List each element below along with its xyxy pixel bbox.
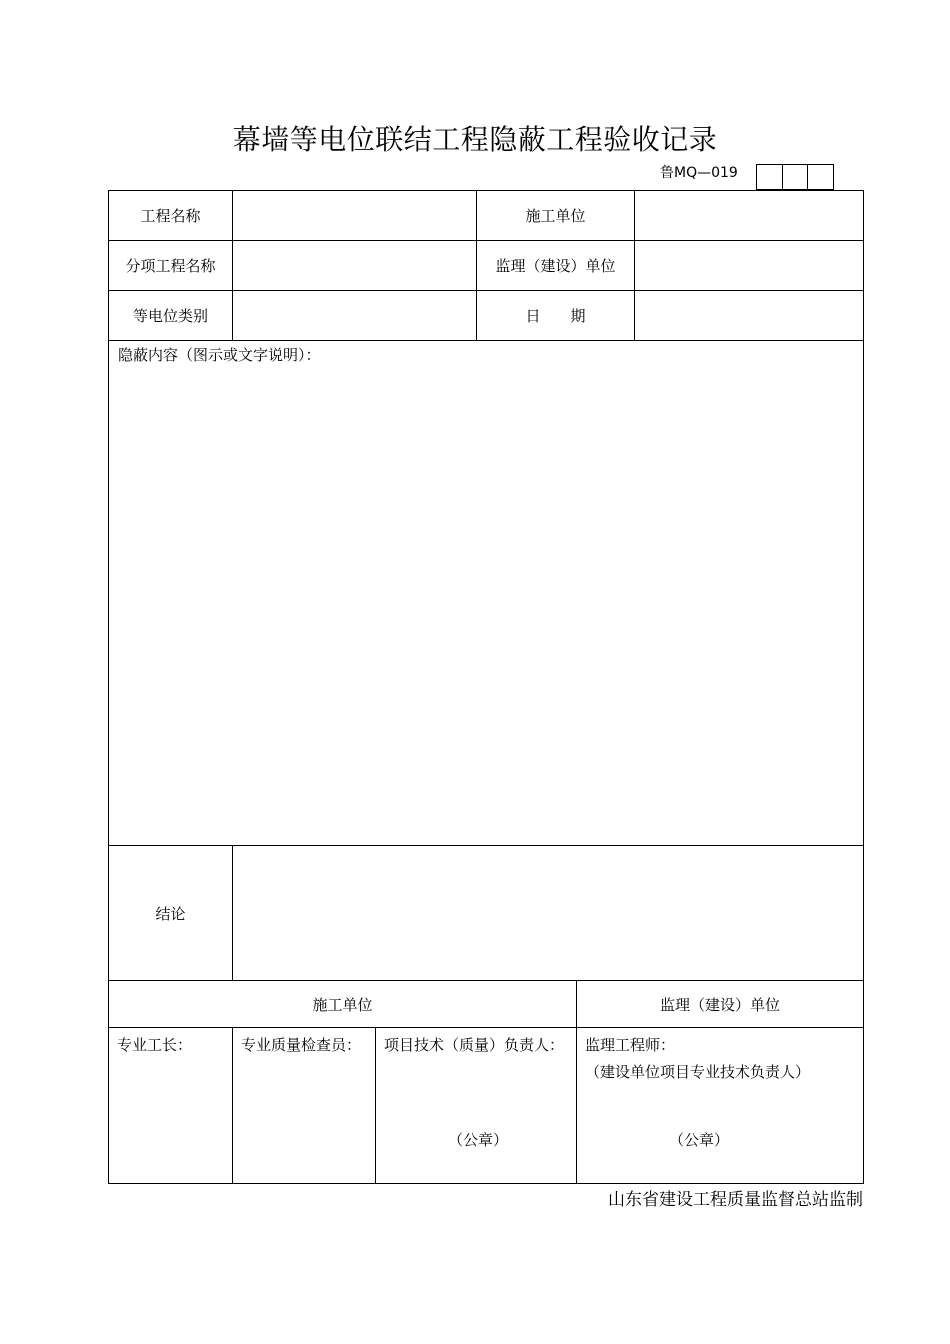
sig-construction-unit-header: 施工单位 [109, 981, 577, 1028]
form-code-boxes [756, 164, 834, 190]
date-label: 日 期 [477, 291, 635, 341]
supervision-unit-label: 监理（建设）单位 [477, 241, 635, 291]
sig-supervision-unit-header: 监理（建设）单位 [577, 981, 864, 1028]
record-form [108, 190, 863, 1184]
code-box[interactable] [783, 165, 809, 190]
foreman-sign-cell[interactable] [109, 1028, 233, 1184]
foreman-label: 专业工长： [117, 1036, 193, 1054]
signature-table [108, 980, 864, 1184]
hidden-content-area[interactable] [109, 341, 864, 846]
sub-project-field[interactable] [233, 241, 477, 291]
tech-lead-label: 项目技术（质量）负责人： [384, 1036, 565, 1054]
quality-inspector-label: 专业质量检查员： [241, 1036, 362, 1054]
date-field[interactable] [635, 291, 864, 341]
code-box[interactable] [757, 165, 783, 190]
owner-tech-lead-label: （建设单位项目专业技术负责人） [585, 1063, 811, 1081]
conclusion-field[interactable] [233, 846, 864, 981]
form-code: 鲁MQ—019 [660, 165, 738, 181]
bonding-type-field[interactable] [233, 291, 477, 341]
project-name-field[interactable] [233, 191, 477, 241]
hidden-content-label: 隐蔽内容（图示或文字说明）： [118, 346, 321, 364]
issuer-footer: 山东省建设工程质量监督总站监制 [608, 1190, 863, 1210]
supervising-engineer-label: 监理工程师： [585, 1036, 676, 1054]
sub-project-label: 分项工程名称 [109, 241, 233, 291]
info-table [108, 190, 864, 981]
bonding-type-label: 等电位类别 [109, 291, 233, 341]
construction-unit-label: 施工单位 [477, 191, 635, 241]
supervising-engineer-sign-cell[interactable] [577, 1028, 864, 1184]
project-name-label: 工程名称 [109, 191, 233, 241]
quality-inspector-sign-cell[interactable] [233, 1028, 376, 1184]
supervision-seal-label: （公章） [669, 1131, 730, 1149]
construction-seal-label: （公章） [448, 1131, 509, 1149]
supervision-unit-field[interactable] [635, 241, 864, 291]
conclusion-label: 结论 [109, 846, 233, 981]
code-box[interactable] [808, 165, 834, 190]
page-title: 幕墙等电位联结工程隐蔽工程验收记录 [232, 123, 718, 156]
construction-unit-field[interactable] [635, 191, 864, 241]
tech-lead-sign-cell[interactable] [376, 1028, 577, 1184]
